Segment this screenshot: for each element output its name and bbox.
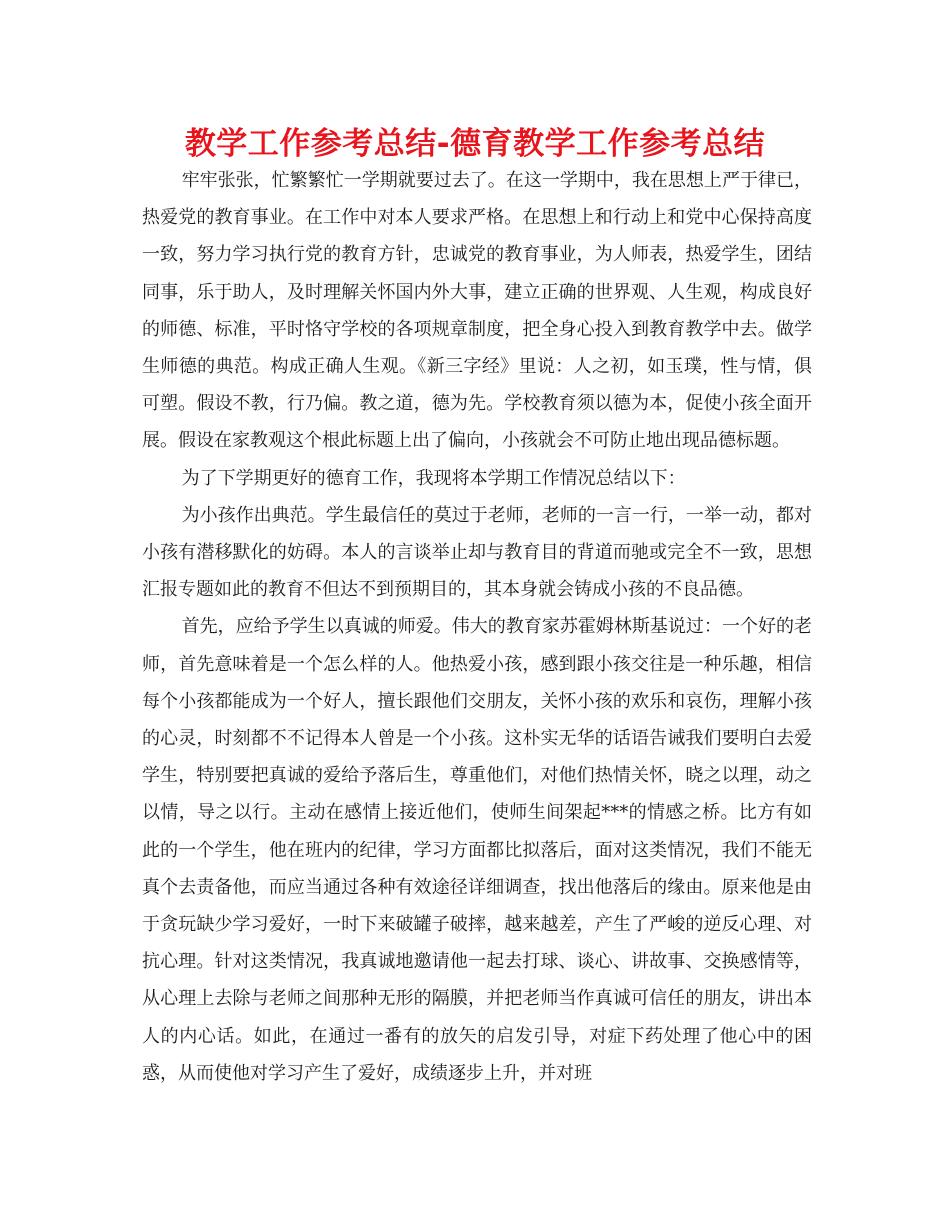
document-title: 教学工作参考总结-德育教学工作参考总结 bbox=[184, 126, 766, 162]
paragraph-intro: 牢牢张张，忙繁繁忙一学期就要过去了。在这一学期中，我在思想上严于律已，热爱党的教育事业。在工作中对本人要求严格。在思想上和行动上和党中心保持高度一致，努力学习执行党的教育方针，忠诚党的教育事业，为人师表，热爱学生，团结同事，乐于助人，及时理解关怀国内外大事，建立正确的世界观、人生观，构成良好的师德、标准，平时恪守学校的各项规章制度，把全身心投入到教育教学中去。做学生师德的典范。构成正确人生观。《新三字经》里说：人之初，如玉璞，性与情，俱可塑。假设不教，行乃偏。教之道，德为先。学校教育须以德为本，促使小孩全面开展。假设在家教观这个根此标题上出了偏向，小孩就会不可防止地出现品德标题。 bbox=[142, 170, 812, 452]
paragraph-summary-lead: 为了下学期更好的德育工作，我现将本学期工作情况总结以下： bbox=[181, 467, 686, 489]
paragraph-role-model: 为小孩作出典范。学生最信任的莫过于老师，老师的一言一行，一举一动，都对小孩有潜移默化的妨碍。本人的言谈举止却与教育目的背道而驰或完全不一致，思想汇报专题如此的教育不但达不到预期目的，其本身就会铸成小孩的不良品德。 bbox=[142, 504, 812, 601]
document-body bbox=[142, 162, 812, 1092]
paragraph-sincere-love: 首先，应给予学生以真诚的师爱。伟大的教育家苏霍姆林斯基说过：一个好的老师，首先意味着是一个怎么样的人。他热爱小孩，感到跟小孩交往是一种乐趣，相信每个小孩都能成为一个好人，擅长跟他们交朋友，关怀小孩的欢乐和哀伤，理解小孩的心灵，时刻都不不记得本人曾是一个小孩。这朴实无华的话语告诫我们要明白去爱学生，特别要把真诚的爱给予落后生，尊重他们，对他们热情关怀，晓之以理，动之以情，导之以行。主动在感情上接近他们，使师生间架起***的情感之桥。比方有如此的一个学生，他在班内的纪律，学习方面都比拟落后，面对这类情况，我们不能无真个去责备他，而应当通过各种有效途径详细调查，找出他落后的缘由。原来他是由于贪玩缺少学习爱好，一时下来破罐子破摔，越来越差，产生了严峻的逆反心理、对抗心理。针对这类情况，我真诚地邀请他一起去打球、谈心、讲故事、交换感情等，从心理上去除与老师之间那种无形的隔膜，并把老师当作真诚可信任的朋友，讲出本人的内心话。如此，在通过一番有的放矢的启发引导，对症下药处理了他心中的困惑，从而使他对学习产生了爱好，成绩逐步上升，并对班 bbox=[142, 616, 812, 1084]
